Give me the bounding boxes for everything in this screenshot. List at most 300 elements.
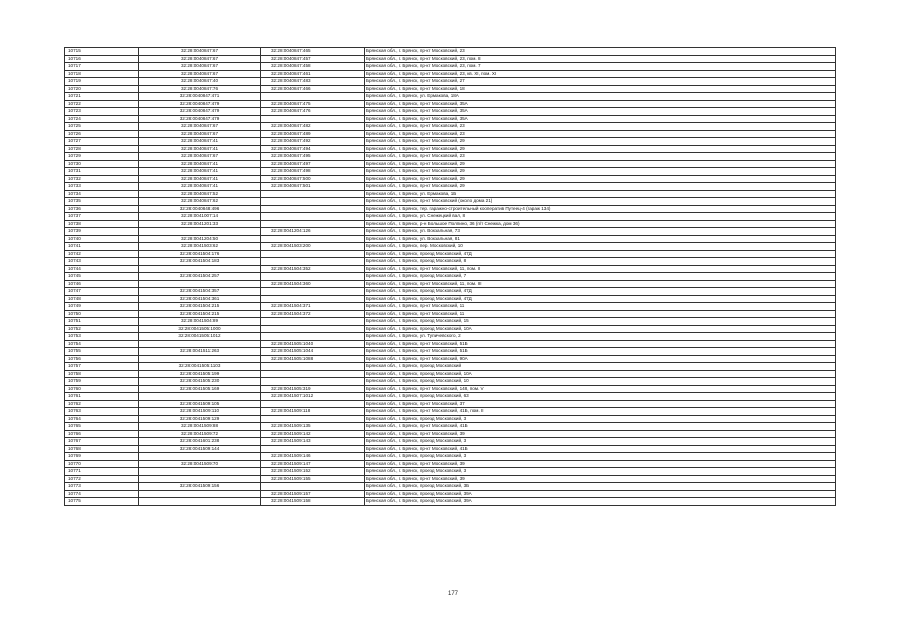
land-plot-number-cell: 32:28:0040847:41	[139, 168, 261, 176]
table-row	[65, 115, 836, 123]
address-cell: Брянская обл., г. Брянск, проезд Московский, 47Д	[365, 288, 836, 296]
row-number-cell: 10774	[65, 490, 139, 498]
land-plot-number-cell	[139, 340, 261, 348]
land-plot-number-cell	[139, 475, 261, 483]
building-number-cell: 32:28:0041504:352	[261, 265, 365, 273]
building-number-cell: 32:28:0040847:494	[261, 145, 365, 153]
table-row	[65, 243, 836, 251]
table-row	[65, 475, 836, 483]
table-row	[65, 145, 836, 153]
table-row	[65, 273, 836, 281]
table-row	[65, 235, 836, 243]
table-row	[65, 78, 836, 86]
address-cell: Брянская обл., г. Брянск, проезд Московский, 63	[365, 393, 836, 401]
address-cell: Брянская обл., г. Брянск, пр-кт Московский, 29	[365, 183, 836, 191]
address-cell: Брянская обл., г. Брянск, пр-кт Московский, 39	[365, 430, 836, 438]
table-row	[65, 303, 836, 311]
address-cell: Брянская обл., г. Брянск, проезд Московский, 3	[365, 415, 836, 423]
land-plot-number-cell: 32:28:0041503:62	[139, 243, 261, 251]
address-cell: Брянская обл., г. Брянск, проезд Московский, 10	[365, 378, 836, 386]
building-number-cell	[261, 273, 365, 281]
building-number-cell: 32:28:0040847:475	[261, 100, 365, 108]
land-plot-number-cell: 32:28:0041505:1000	[139, 325, 261, 333]
building-number-cell	[261, 370, 365, 378]
address-cell: Брянская обл., г. Брянск, проезд Московский, 39А	[365, 490, 836, 498]
land-plot-number-cell: 32:28:0040847:41	[139, 138, 261, 146]
building-number-cell	[261, 445, 365, 453]
row-number-cell: 10764	[65, 415, 139, 423]
building-number-cell: 32:28:0041505:319	[261, 385, 365, 393]
row-number-cell: 10736	[65, 205, 139, 213]
table-row	[65, 93, 836, 101]
table-row	[65, 400, 836, 408]
land-plot-number-cell: 32:28:0041509:88	[139, 423, 261, 431]
building-number-cell	[261, 115, 365, 123]
row-number-cell: 10750	[65, 310, 139, 318]
address-cell: Брянская обл., г. Брянск, ул. Тупичевского, 2	[365, 333, 836, 341]
row-number-cell: 10751	[65, 318, 139, 326]
table-row	[65, 370, 836, 378]
address-cell: Брянская обл., г. Брянск, проезд Московский, 3	[365, 453, 836, 461]
address-cell: Брянская обл., г. Брянск, пр-кт Московский, 11, пом. II	[365, 265, 836, 273]
table-row	[65, 100, 836, 108]
land-plot-number-cell	[139, 490, 261, 498]
land-plot-number-cell: 32:28:0040847:479	[139, 100, 261, 108]
land-plot-number-cell	[139, 265, 261, 273]
row-number-cell: 10733	[65, 183, 139, 191]
land-plot-number-cell: 32:28:0040847:479	[139, 108, 261, 116]
building-number-cell	[261, 415, 365, 423]
land-plot-number-cell: 32:28:0040847:67	[139, 55, 261, 63]
row-number-cell: 10773	[65, 483, 139, 491]
building-number-cell: 32:28:0040847:482	[261, 123, 365, 131]
registry-table	[64, 47, 836, 506]
row-number-cell: 10740	[65, 235, 139, 243]
table-row	[65, 378, 836, 386]
address-cell: Брянская обл., г. Брянск, пр-кт Московский, 23	[365, 153, 836, 161]
address-cell: Брянская обл., г. Брянск, проезд Московский, 47Д	[365, 250, 836, 258]
table-row	[65, 333, 836, 341]
row-number-cell: 10771	[65, 468, 139, 476]
address-cell: Брянская обл., г. Брянск, пр-кт Московский, 51Б	[365, 348, 836, 356]
building-number-cell: 32:28:0041504:372	[261, 310, 365, 318]
building-number-cell	[261, 213, 365, 221]
row-number-cell: 10724	[65, 115, 139, 123]
table-row	[65, 63, 836, 71]
building-number-cell: 32:28:0041509:135	[261, 423, 365, 431]
table-row	[65, 265, 836, 273]
building-number-cell	[261, 333, 365, 341]
row-number-cell: 10758	[65, 370, 139, 378]
row-number-cell: 10719	[65, 78, 139, 86]
land-plot-number-cell: 32:28:0041504:89	[139, 318, 261, 326]
page-number: 177	[447, 591, 458, 597]
row-number-cell: 10748	[65, 295, 139, 303]
land-plot-number-cell: 32:28:0041511:263	[139, 348, 261, 356]
row-number-cell: 10769	[65, 453, 139, 461]
table-row	[65, 288, 836, 296]
building-number-cell: 32:28:0040847:483	[261, 78, 365, 86]
land-plot-number-cell: 32:28:0041201:33	[139, 220, 261, 228]
table-row	[65, 385, 836, 393]
row-number-cell: 10752	[65, 325, 139, 333]
building-number-cell: 32:28:0041505:1040	[261, 340, 365, 348]
land-plot-number-cell: 32:28:0041509:105	[139, 400, 261, 408]
table-row	[65, 468, 836, 476]
land-plot-number-cell: 32:28:0040847:40	[139, 78, 261, 86]
building-number-cell	[261, 258, 365, 266]
building-number-cell	[261, 295, 365, 303]
address-cell: Брянская обл., г. Брянск, проезд Московский, 47Д	[365, 295, 836, 303]
table-row	[65, 205, 836, 213]
land-plot-number-cell: 32:28:0041505:230	[139, 378, 261, 386]
table-row	[65, 310, 836, 318]
row-number-cell: 10757	[65, 363, 139, 371]
address-cell: Брянская обл., г. Брянск, пр-кт Московский, 11	[365, 303, 836, 311]
building-number-cell: 32:28:0041509:142	[261, 430, 365, 438]
table-row	[65, 175, 836, 183]
building-number-cell: 32:28:0041509:152	[261, 468, 365, 476]
land-plot-number-cell: 32:28:0040847:479	[139, 115, 261, 123]
address-cell: Брянская обл., г. Брянск, пр-кт Московский, 29	[365, 145, 836, 153]
row-number-cell: 10759	[65, 378, 139, 386]
land-plot-number-cell: 32:28:0040847:67	[139, 123, 261, 131]
address-cell: Брянская обл., г. Брянск, проезд Московский, 15	[365, 318, 836, 326]
address-cell: Брянская обл., г. Брянск, пр-кт Московский, 29	[365, 160, 836, 168]
building-number-cell: 32:28:0041505:1088	[261, 355, 365, 363]
row-number-cell: 10754	[65, 340, 139, 348]
table-row	[65, 460, 836, 468]
address-cell: Брянская обл., г. Брянск, ул. Ермакова, 18А	[365, 93, 836, 101]
address-cell: Брянская обл., г. Брянск, пр-кт Московский, 41Б	[365, 445, 836, 453]
building-number-cell	[261, 325, 365, 333]
row-number-cell: 10756	[65, 355, 139, 363]
table-row	[65, 325, 836, 333]
table-row	[65, 183, 836, 191]
land-plot-number-cell: 32:28:0041509:129	[139, 415, 261, 423]
building-number-cell: 32:28:0041509:157	[261, 490, 365, 498]
land-plot-number-cell: 32:28:0041504:357	[139, 288, 261, 296]
land-plot-number-cell: 32:28:0041509:144	[139, 445, 261, 453]
land-plot-number-cell: 32:28:0040847:62	[139, 198, 261, 206]
land-plot-number-cell: 32:28:0041504:176	[139, 250, 261, 258]
address-cell: Брянская обл., г. Брянск, проезд Московский, 3Б	[365, 483, 836, 491]
land-plot-number-cell: 32:28:0040847:41	[139, 160, 261, 168]
address-cell: Брянская обл., г. Брянск, проезд Московский, 3	[365, 438, 836, 446]
address-cell: Брянская обл., г. Брянск, пр-кт Московский, 11	[365, 310, 836, 318]
table-row	[65, 445, 836, 453]
table-row	[65, 363, 836, 371]
building-number-cell: 32:28:0041509:146	[261, 453, 365, 461]
building-number-cell: 32:28:0041509:147	[261, 460, 365, 468]
building-number-cell	[261, 220, 365, 228]
address-cell: Брянская обл., г. Брянск, проезд Московский, 8	[365, 258, 836, 266]
row-number-cell: 10741	[65, 243, 139, 251]
row-number-cell: 10738	[65, 220, 139, 228]
address-cell: Брянская обл., г. Брянск, пр-кт Московский, 35А	[365, 108, 836, 116]
building-number-cell	[261, 198, 365, 206]
table-row	[65, 70, 836, 78]
row-number-cell: 10734	[65, 190, 139, 198]
address-cell: Брянская обл., г. Брянск, пр-кт Московский, 41Б	[365, 423, 836, 431]
building-number-cell	[261, 288, 365, 296]
row-number-cell: 10772	[65, 475, 139, 483]
row-number-cell: 10749	[65, 303, 139, 311]
building-number-cell	[261, 205, 365, 213]
building-number-cell: 32:28:0040847:501	[261, 183, 365, 191]
land-plot-number-cell: 32:28:0041505:169	[139, 385, 261, 393]
land-plot-number-cell: 32:28:0041504:215	[139, 310, 261, 318]
address-cell: Брянская обл., г. Брянск, пр-кт Московский, 37	[365, 400, 836, 408]
land-plot-number-cell: 32:28:0040847:41	[139, 145, 261, 153]
address-cell: Брянская обл., г. Брянск, пр-кт Московский (около дома 21)	[365, 198, 836, 206]
building-number-cell	[261, 363, 365, 371]
land-plot-number-cell	[139, 453, 261, 461]
row-number-cell: 10753	[65, 333, 139, 341]
table-row	[65, 340, 836, 348]
building-number-cell: 32:28:0040847:489	[261, 130, 365, 138]
land-plot-number-cell: 32:28:0040847:67	[139, 70, 261, 78]
land-plot-number-cell: 32:28:0041204:50	[139, 235, 261, 243]
building-number-cell: 32:28:0040847:500	[261, 175, 365, 183]
row-number-cell: 10722	[65, 100, 139, 108]
row-number-cell: 10766	[65, 430, 139, 438]
land-plot-number-cell: 32:28:0041509:110	[139, 408, 261, 416]
building-number-cell	[261, 250, 365, 258]
row-number-cell: 10747	[65, 288, 139, 296]
row-number-cell: 10742	[65, 250, 139, 258]
address-cell: Брянская обл., г. Брянск, пр-кт Московский, 23	[365, 123, 836, 131]
table-row	[65, 355, 836, 363]
land-plot-number-cell: 32:28:0040847:471	[139, 93, 261, 101]
address-cell: Брянская обл., г. Брянск, пр-кт Московский, 23, пом. 7	[365, 63, 836, 71]
table-row	[65, 250, 836, 258]
land-plot-number-cell: 32:28:0040847:67	[139, 48, 261, 56]
address-cell: Брянская обл., г. Брянск, пр-кт Московский, 39	[365, 460, 836, 468]
table-row	[65, 108, 836, 116]
address-cell: Брянская обл., г. Брянск, пр-кт Московский, 29	[365, 175, 836, 183]
address-cell: Брянская обл., г. Брянск, пр-кт Московский, 148, пом. V	[365, 385, 836, 393]
table-row	[65, 220, 836, 228]
table-row	[65, 423, 836, 431]
building-number-cell: 32:28:0041503:200	[261, 243, 365, 251]
building-number-cell: 32:28:0041509:143	[261, 438, 365, 446]
address-cell: Брянская обл., г. Брянск, пр-кт Московский, 39	[365, 475, 836, 483]
land-plot-number-cell: 32:28:0041505:1103	[139, 363, 261, 371]
row-number-cell: 10731	[65, 168, 139, 176]
address-cell: Брянская обл., г. Брянск, пр-кт Московский, 11, пом. III	[365, 280, 836, 288]
building-number-cell: 32:28:0040847:492	[261, 138, 365, 146]
table-row	[65, 55, 836, 63]
table-row	[65, 258, 836, 266]
building-number-cell	[261, 190, 365, 198]
row-number-cell: 10760	[65, 385, 139, 393]
table-row	[65, 453, 836, 461]
building-number-cell: 32:28:0040847:458	[261, 63, 365, 71]
row-number-cell: 10723	[65, 108, 139, 116]
row-number-cell: 10744	[65, 265, 139, 273]
building-number-cell: 32:28:0040847:476	[261, 108, 365, 116]
land-plot-number-cell: 32:28:0040847:67	[139, 130, 261, 138]
building-number-cell: 32:28:0041505:1044	[261, 348, 365, 356]
address-cell: Брянская обл., г. Брянск, пр-кт Московский, 29	[365, 168, 836, 176]
table-row	[65, 430, 836, 438]
building-number-cell: 32:28:0040847:497	[261, 160, 365, 168]
land-plot-number-cell: 32:28:0040847:52	[139, 190, 261, 198]
land-plot-number-cell: 32:28:0040847:67	[139, 153, 261, 161]
address-cell: Брянская обл., г. Брянск, пр-кт Московский, 35А	[365, 100, 836, 108]
address-cell: Брянская обл., г. Брянск, пр-кт Московский, 29	[365, 138, 836, 146]
land-plot-number-cell: 32:28:0041504:257	[139, 273, 261, 281]
address-cell: Брянская обл., г. Брянск, пр-кт Московский, 51Б	[365, 340, 836, 348]
table-row	[65, 130, 836, 138]
building-number-cell: 32:28:0041509:158	[261, 498, 365, 506]
row-number-cell: 10727	[65, 138, 139, 146]
row-number-cell: 10720	[65, 85, 139, 93]
address-cell: Брянская обл., г. Брянск, проезд Московский, 39А	[365, 498, 836, 506]
land-plot-number-cell: 32:28:0041504:361	[139, 295, 261, 303]
building-number-cell: 32:28:0041507:1012	[261, 393, 365, 401]
row-number-cell: 10746	[65, 280, 139, 288]
row-number-cell: 10716	[65, 55, 139, 63]
table-row	[65, 160, 836, 168]
address-cell: Брянская обл., г. Брянск, пр-кт Московский, 23	[365, 48, 836, 56]
land-plot-number-cell: 32:28:0041505:1012	[139, 333, 261, 341]
row-number-cell: 10761	[65, 393, 139, 401]
table-row	[65, 228, 836, 236]
table-row	[65, 438, 836, 446]
address-cell: Брянская обл., г. Брянск, проезд Московский, 10А	[365, 325, 836, 333]
land-plot-number-cell: 32:28:0041504:183	[139, 258, 261, 266]
registry-table-container	[64, 47, 836, 506]
building-number-cell: 32:28:0041504:360	[261, 280, 365, 288]
land-plot-number-cell: 32:28:0041505:199	[139, 370, 261, 378]
address-cell: Брянская обл., г. Брянск, пер. Московский, 10	[365, 243, 836, 251]
address-cell: Брянская обл., г. Брянск, тер. гаражно-строительный кооператив Путеец-4 (гараж 134)	[365, 205, 836, 213]
building-number-cell: 32:28:0040847:465	[261, 48, 365, 56]
address-cell: Брянская обл., г. Брянск, пр-кт Московский, 27	[365, 78, 836, 86]
building-number-cell	[261, 378, 365, 386]
row-number-cell: 10765	[65, 423, 139, 431]
address-cell: Брянская обл., г. Брянск, ул. Снежецкий вал, 8	[365, 213, 836, 221]
building-number-cell	[261, 400, 365, 408]
building-number-cell: 32:28:0040847:457	[261, 55, 365, 63]
building-number-cell: 32:28:0040847:466	[261, 85, 365, 93]
address-cell: Брянская обл., г. Брянск, пр-кт Московский, 23, кв. XI, пом. XI	[365, 70, 836, 78]
table-row	[65, 498, 836, 506]
land-plot-number-cell	[139, 228, 261, 236]
row-number-cell: 10767	[65, 438, 139, 446]
building-number-cell: 32:28:0041509:118	[261, 408, 365, 416]
row-number-cell: 10728	[65, 145, 139, 153]
row-number-cell: 10726	[65, 130, 139, 138]
address-cell: Брянская обл., г. Брянск, ул. Ермакова, 1Б	[365, 190, 836, 198]
row-number-cell: 10770	[65, 460, 139, 468]
row-number-cell: 10755	[65, 348, 139, 356]
land-plot-number-cell: 32:28:0041007:14	[139, 213, 261, 221]
table-row	[65, 318, 836, 326]
row-number-cell: 10718	[65, 70, 139, 78]
land-plot-number-cell: 32:28:0041509:156	[139, 483, 261, 491]
building-number-cell	[261, 93, 365, 101]
building-number-cell: 32:28:0040847:461	[261, 70, 365, 78]
table-row	[65, 213, 836, 221]
building-number-cell: 32:28:0041204:126	[261, 228, 365, 236]
row-number-cell: 10715	[65, 48, 139, 56]
address-cell: Брянская обл., г. Брянск, пр-кт Московский, 18	[365, 85, 836, 93]
land-plot-number-cell: 32:28:0040848:496	[139, 205, 261, 213]
land-plot-number-cell: 32:28:0041601:238	[139, 438, 261, 446]
address-cell: Брянская обл., г. Брянск, проезд Московский, 10А	[365, 370, 836, 378]
row-number-cell: 10735	[65, 198, 139, 206]
row-number-cell: 10732	[65, 175, 139, 183]
address-cell: Брянская обл., г. Брянск, р-н Большое Полпино, 36 (п/т Снежка, дом 36)	[365, 220, 836, 228]
row-number-cell: 10721	[65, 93, 139, 101]
land-plot-number-cell: 32:28:0040847:41	[139, 175, 261, 183]
table-row	[65, 48, 836, 56]
registry-table-body	[65, 48, 836, 506]
table-row	[65, 85, 836, 93]
land-plot-number-cell	[139, 355, 261, 363]
table-row	[65, 490, 836, 498]
row-number-cell: 10768	[65, 445, 139, 453]
table-row	[65, 280, 836, 288]
building-number-cell	[261, 235, 365, 243]
table-row	[65, 138, 836, 146]
land-plot-number-cell	[139, 280, 261, 288]
land-plot-number-cell	[139, 498, 261, 506]
row-number-cell: 10737	[65, 213, 139, 221]
address-cell: Брянская обл., г. Брянск, проезд Московский	[365, 363, 836, 371]
address-cell: Брянская обл., г. Брянск, пр-кт Московский, 90А	[365, 355, 836, 363]
building-number-cell	[261, 483, 365, 491]
land-plot-number-cell: 32:28:0040847:41	[139, 183, 261, 191]
row-number-cell: 10730	[65, 160, 139, 168]
address-cell: Брянская обл., г. Брянск, пр-кт Московский, 35А	[365, 115, 836, 123]
land-plot-number-cell: 32:28:0041509:72	[139, 430, 261, 438]
building-number-cell	[261, 318, 365, 326]
row-number-cell: 10743	[65, 258, 139, 266]
land-plot-number-cell: 32:28:0041509:70	[139, 460, 261, 468]
table-row	[65, 153, 836, 161]
building-number-cell: 32:28:0041509:155	[261, 475, 365, 483]
row-number-cell: 10763	[65, 408, 139, 416]
table-row	[65, 408, 836, 416]
address-cell: Брянская обл., г. Брянск, ул. Вокзальная, 73	[365, 228, 836, 236]
address-cell: Брянская обл., г. Брянск, пр-кт Московский, 23, пом. 8	[365, 55, 836, 63]
table-row	[65, 415, 836, 423]
row-number-cell: 10762	[65, 400, 139, 408]
row-number-cell: 10729	[65, 153, 139, 161]
land-plot-number-cell	[139, 468, 261, 476]
table-row	[65, 348, 836, 356]
table-row	[65, 393, 836, 401]
address-cell: Брянская обл., г. Брянск, проезд Московский, 3	[365, 468, 836, 476]
table-row	[65, 198, 836, 206]
table-row	[65, 483, 836, 491]
table-row	[65, 168, 836, 176]
row-number-cell: 10717	[65, 63, 139, 71]
land-plot-number-cell: 32:28:0041504:215	[139, 303, 261, 311]
building-number-cell: 32:28:0040847:498	[261, 168, 365, 176]
land-plot-number-cell: 32:28:0040847:67	[139, 63, 261, 71]
building-number-cell: 32:28:0040847:495	[261, 153, 365, 161]
land-plot-number-cell: 32:28:0040847:76	[139, 85, 261, 93]
address-cell: Брянская обл., г. Брянск, проезд Московский, 7	[365, 273, 836, 281]
row-number-cell: 10739	[65, 228, 139, 236]
row-number-cell: 10745	[65, 273, 139, 281]
address-cell: Брянская обл., г. Брянск, пр-кт Московский, 23	[365, 130, 836, 138]
